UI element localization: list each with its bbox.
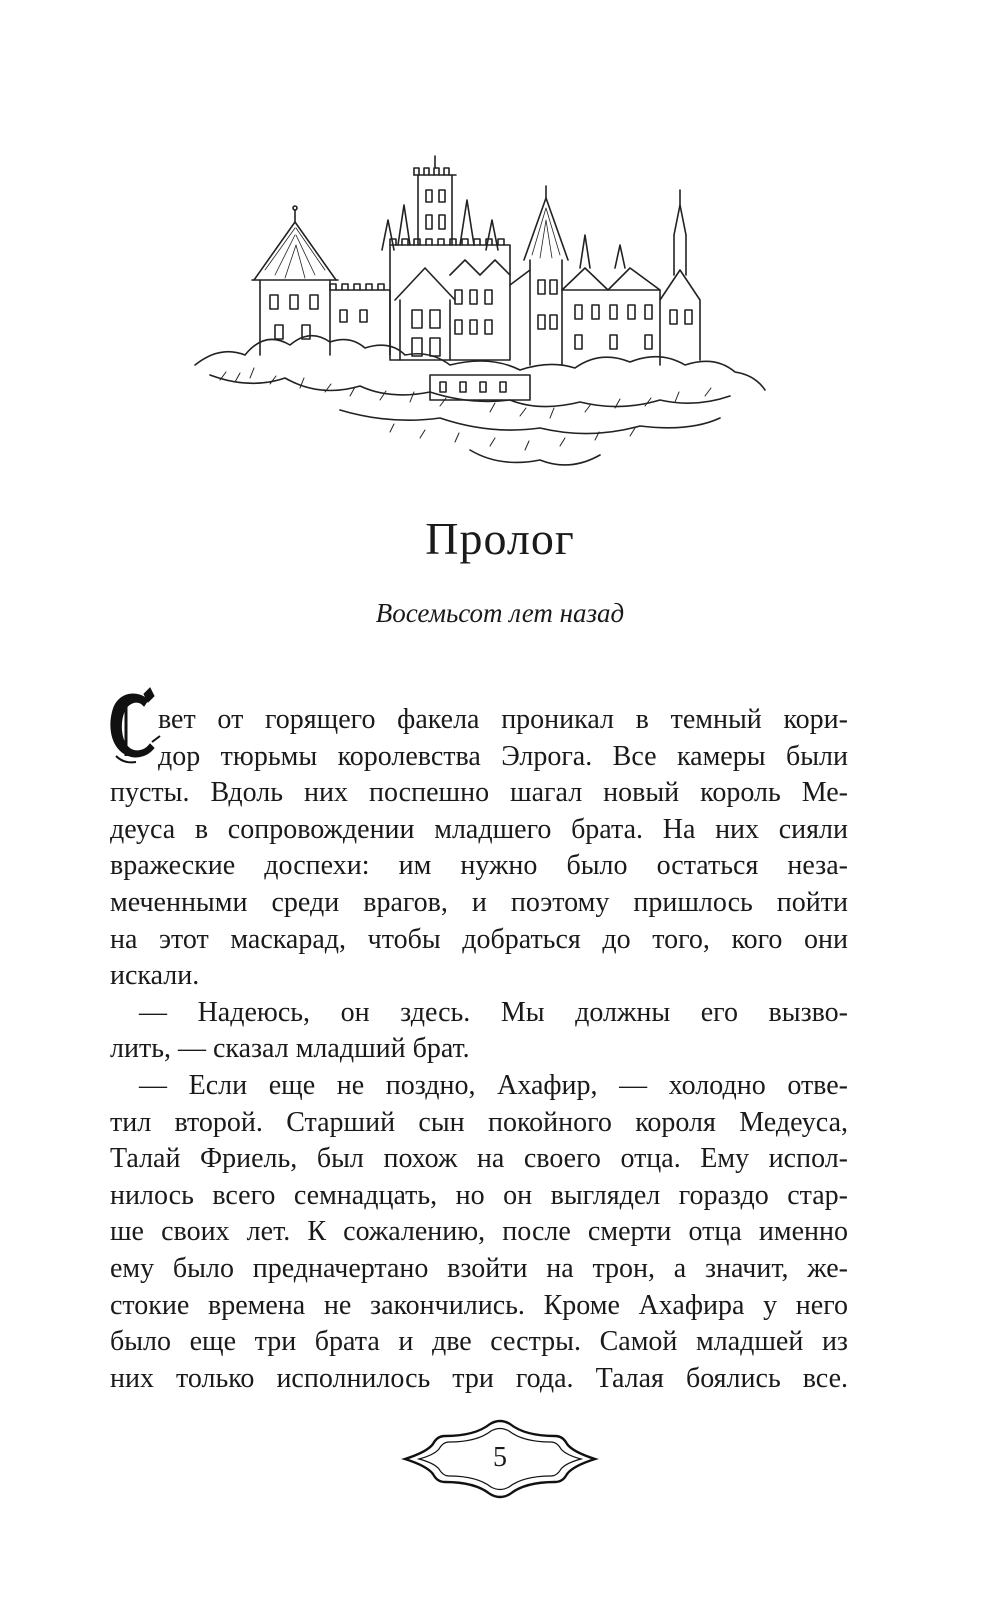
text-line: искали.	[110, 960, 200, 992]
text-line: на этот маскарад, чтобы добраться до того, кого они	[110, 923, 848, 955]
text-line: ему было предначертано взойти на трон, а значит, же-	[110, 1252, 848, 1284]
text-line: пусты. Вдоль них поспешно шагал новый король Ме-	[110, 777, 848, 809]
text-line: стокие времена не закончились. Кроме Ахафира у него	[110, 1289, 848, 1321]
text-line: меченными среди врагов, и поэтому пришлось пойти	[110, 886, 848, 918]
prologue-text	[110, 702, 848, 1397]
text-line: вет от горящего факела проникал в темный кори-	[158, 704, 848, 735]
text-line: деуса в сопровождении младшего брата. На них сияли	[110, 813, 848, 845]
text-line: лить, — сказал младший брат.	[110, 1033, 470, 1065]
chapter-title: Пролог	[425, 513, 575, 564]
castle-illustration	[190, 150, 770, 490]
text-line: тил второй. Старший сын покойного короля Медеуса,	[110, 1106, 848, 1138]
text-line: нилось всего семнадцать, но он выглядел гораздо стар-	[110, 1179, 848, 1211]
text-line: вражеские доспехи: им нужно было остаться неза-	[110, 850, 848, 882]
chapter-subtitle: Восемьсот лет назад	[375, 598, 625, 628]
text-line: — Надеюсь, он здесь. Мы должны его вызво-	[139, 996, 848, 1028]
text-line: было еще три брата и две сестры. Самой младшей из	[110, 1326, 848, 1358]
text-line: них только исполнилось три года. Талая боялись все.	[110, 1362, 848, 1394]
text-line: дор тюрьмы королевства Элрога. Все камеры были	[158, 740, 848, 772]
text-line: ше своих лет. К сожалению, после смерти отца именно	[110, 1216, 848, 1248]
page-number: 5	[493, 1442, 507, 1473]
text-line: Талай Фриель, был похож на своего отца. Ему испол-	[110, 1143, 848, 1175]
text-line: — Если еще не поздно, Ахафир, — холодно отве-	[139, 1069, 848, 1101]
